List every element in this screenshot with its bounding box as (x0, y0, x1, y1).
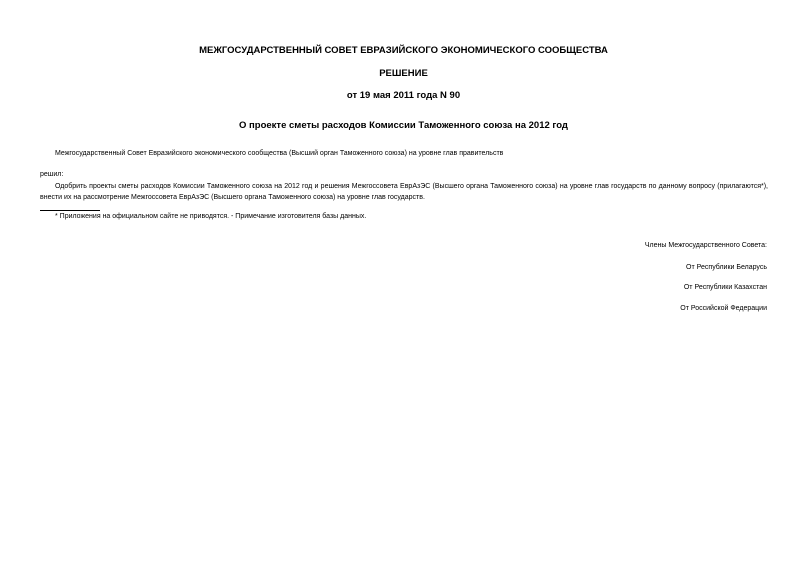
council-title: МЕЖГОСУДАРСТВЕННЫЙ СОВЕТ ЕВРАЗИЙСКОГО ЭКОНОМИЧЕСКОГО СООБЩЕСТВА (199, 45, 608, 56)
decision-paragraph: Одобрить проекты сметы расходов Комиссии Таможенного союза на 2012 год и решения Межгоссовета ЕврАзЭС (Высшего органа Таможенного союза) на уровне глав государств по данному вопросу (прилагаются*), внести их на рассмотрение Межгоссовета ЕврАзЭС (Высшего органа Таможенного союза) на уровне глав государств. (40, 183, 768, 201)
document-type: РЕШЕНИЕ (379, 68, 428, 79)
signature-kazakhstan: От Республики Казахстан (683, 284, 767, 291)
intro-paragraph: Межгосударственный Совет Евразийского экономического сообщества (Высший орган Таможенного союза) на уровне глав правительств (55, 150, 504, 157)
signatures-heading: Члены Межгосударственного Совета: (644, 242, 767, 249)
footnote-text: * Приложения на официальном сайте не приводятся. - Примечание изготовителя базы данных. (55, 213, 367, 220)
date-number: от 19 мая 2011 года N 90 (346, 90, 461, 101)
footnote-divider (40, 210, 100, 211)
resolved-label: решил: (40, 171, 64, 178)
document-subject: О проекте сметы расходов Комиссии Таможенного союза на 2012 год (239, 120, 568, 131)
signature-belarus: От Республики Беларусь (686, 264, 767, 271)
signature-russia: От Российской Федерации (680, 305, 767, 312)
